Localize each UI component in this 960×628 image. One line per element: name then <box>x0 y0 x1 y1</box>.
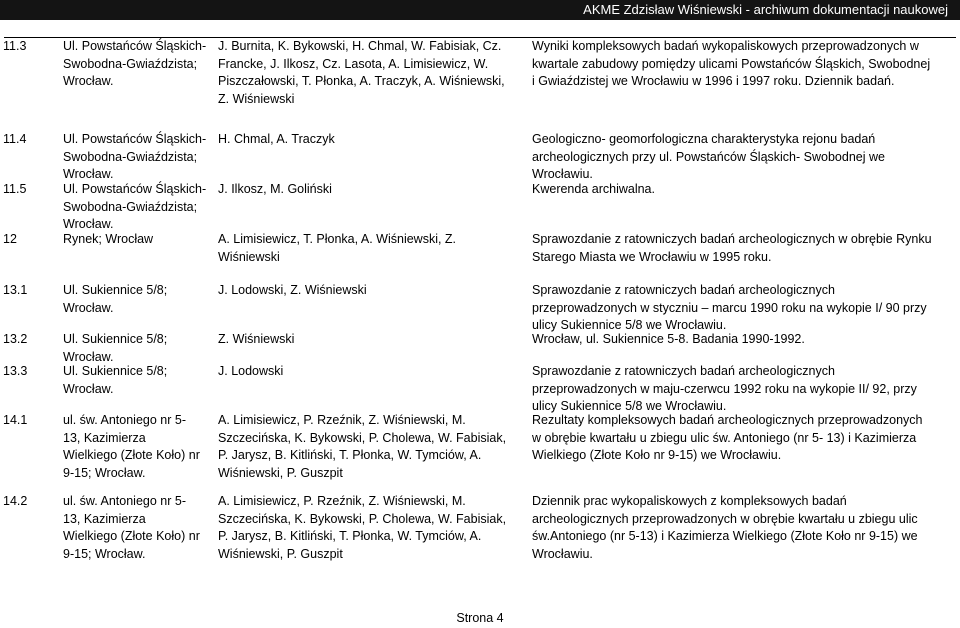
record-id: 13.1 <box>3 283 28 297</box>
archive-title: AKME Zdzisław Wiśniewski - archiwum dokumentacji naukowej <box>583 2 948 17</box>
page-number: Strona 4 <box>456 611 504 625</box>
record-id: 11.5 <box>3 182 27 196</box>
record-location: Ul. Powstańców Śląskich- Swobodna-Gwiaździsta; Wrocław. <box>63 132 207 181</box>
record-description: Sprawozdanie z ratowniczych badań archeologicznych przeprowadzonych w styczniu – marcu 1990 roku na wykopie I/ 90 przy ulicy Sukiennice 5/8 we Wrocławiu. <box>532 283 927 332</box>
record-authors: H. Chmal, A. Traczyk <box>218 132 335 146</box>
record-description: Kwerenda archiwalna. <box>532 182 655 196</box>
record-description: Sprawozdanie z ratowniczych badań archeologicznych w obrębie Rynku Starego Miasta we Wrocławiu w 1995 roku. <box>532 232 932 264</box>
record-id: 14.2 <box>3 494 28 508</box>
record-location: Ul. Sukiennice 5/8; Wrocław. <box>63 364 168 396</box>
record-description: Geologiczno- geomorfologiczna charakterystyka rejonu badań archeologicznych przy ul. Powstańców Śląskich- Swobodnej we Wrocławiu. <box>532 132 885 181</box>
record-location: Ul. Powstańców Śląskich- Swobodna-Gwiaździsta; Wrocław. <box>63 39 207 88</box>
record-id: 13.2 <box>3 332 28 346</box>
record-location: ul. św. Antoniego nr 5- 13, Kazimierza Wielkiego (Złote Koło) nr 9-15; Wrocław. <box>63 413 200 480</box>
record-authors: A. Limisiewicz, P. Rzeźnik, Z. Wiśniewski, M. Szczecińska, K. Bykowski, P. Cholewa, W. Fabisiak, P. Jarysz, B. Kitliński, T. Płonka, W. Tymciów, A. Wiśniewski, P. Guszpit <box>218 413 507 480</box>
record-id: 13.3 <box>3 364 28 378</box>
record-description: Dziennik prac wykopaliskowych z kompleksowych badań archeologicznych przeprowadzonych w obrębie kwartału u zbiegu ulic św.Antoniego (nr 5-13) i Kazimierza Wielkiego (Złote Koło nr 9-15) we Wrocławiu. <box>532 494 918 561</box>
record-id: 14.1 <box>3 413 28 427</box>
record-authors: J. Lodowski, Z. Wiśniewski <box>218 283 367 297</box>
record-location: ul. św. Antoniego nr 5- 13, Kazimierza Wielkiego (Złote Koło) nr 9-15; Wrocław. <box>63 494 200 561</box>
record-authors: J. Burnita, K. Bykowski, H. Chmal, W. Fabisiak, Cz. Francke, J. Ilkosz, Cz. Lasota, A. Limisiewicz, W. Piszczałowski, T. Płonka, A. Traczyk, A. Wiśniewski, Z. Wiśniewski <box>218 39 505 106</box>
record-id: 11.4 <box>3 132 27 146</box>
record-description: Rezultaty kompleksowych badań archeologicznych przeprowadzonych w obrębie kwartału u zbiegu ulic św. Antoniego (nr 5- 13) i Kazimierza Wielkiego (Złote Koło nr 9-15) we Wrocławiu. <box>532 413 923 462</box>
record-location: Ul. Powstańców Śląskich- Swobodna-Gwiaździsta; Wrocław. <box>63 182 207 231</box>
record-description: Wyniki kompleksowych badań wykopaliskowych przeprowadzonych w kwartale zabudowy pomiędzy ulicami Powstańców Śląskich, Swobodnej i Gwiaździstej we Wrocławiu w 1996 i 1997 roku. Dziennik badań. <box>532 39 931 88</box>
record-location: Ul. Sukiennice 5/8; Wrocław. <box>63 283 168 315</box>
record-location: Ul. Sukiennice 5/8; Wrocław. <box>63 332 168 364</box>
record-location: Rynek; Wrocław <box>63 232 154 246</box>
record-authors: A. Limisiewicz, P. Rzeźnik, Z. Wiśniewski, M. Szczecińska, K. Bykowski, P. Cholewa, W. Fabisiak, P. Jarysz, B. Kitliński, T. Płonka, W. Tymciów, A. Wiśniewski, P. Guszpit <box>218 494 507 561</box>
record-authors: J. Ilkosz, M. Goliński <box>218 182 332 196</box>
record-authors: J. Lodowski <box>218 364 284 378</box>
record-id: 12 <box>3 232 17 246</box>
record-authors: Z. Wiśniewski <box>218 332 295 346</box>
record-authors: A. Limisiewicz, T. Płonka, A. Wiśniewski, Z. Wiśniewski <box>218 232 457 264</box>
record-description: Sprawozdanie z ratowniczych badań archeologicznych przeprowadzonych w maju-czerwcu 1992 roku na wykopie II/ 92, przy ulicy Sukiennice 5/8 we Wrocławiu. <box>532 364 917 413</box>
record-id: 11.3 <box>3 39 27 53</box>
record-description: Wrocław, ul. Sukiennice 5-8. Badania 1990-1992. <box>532 332 805 346</box>
